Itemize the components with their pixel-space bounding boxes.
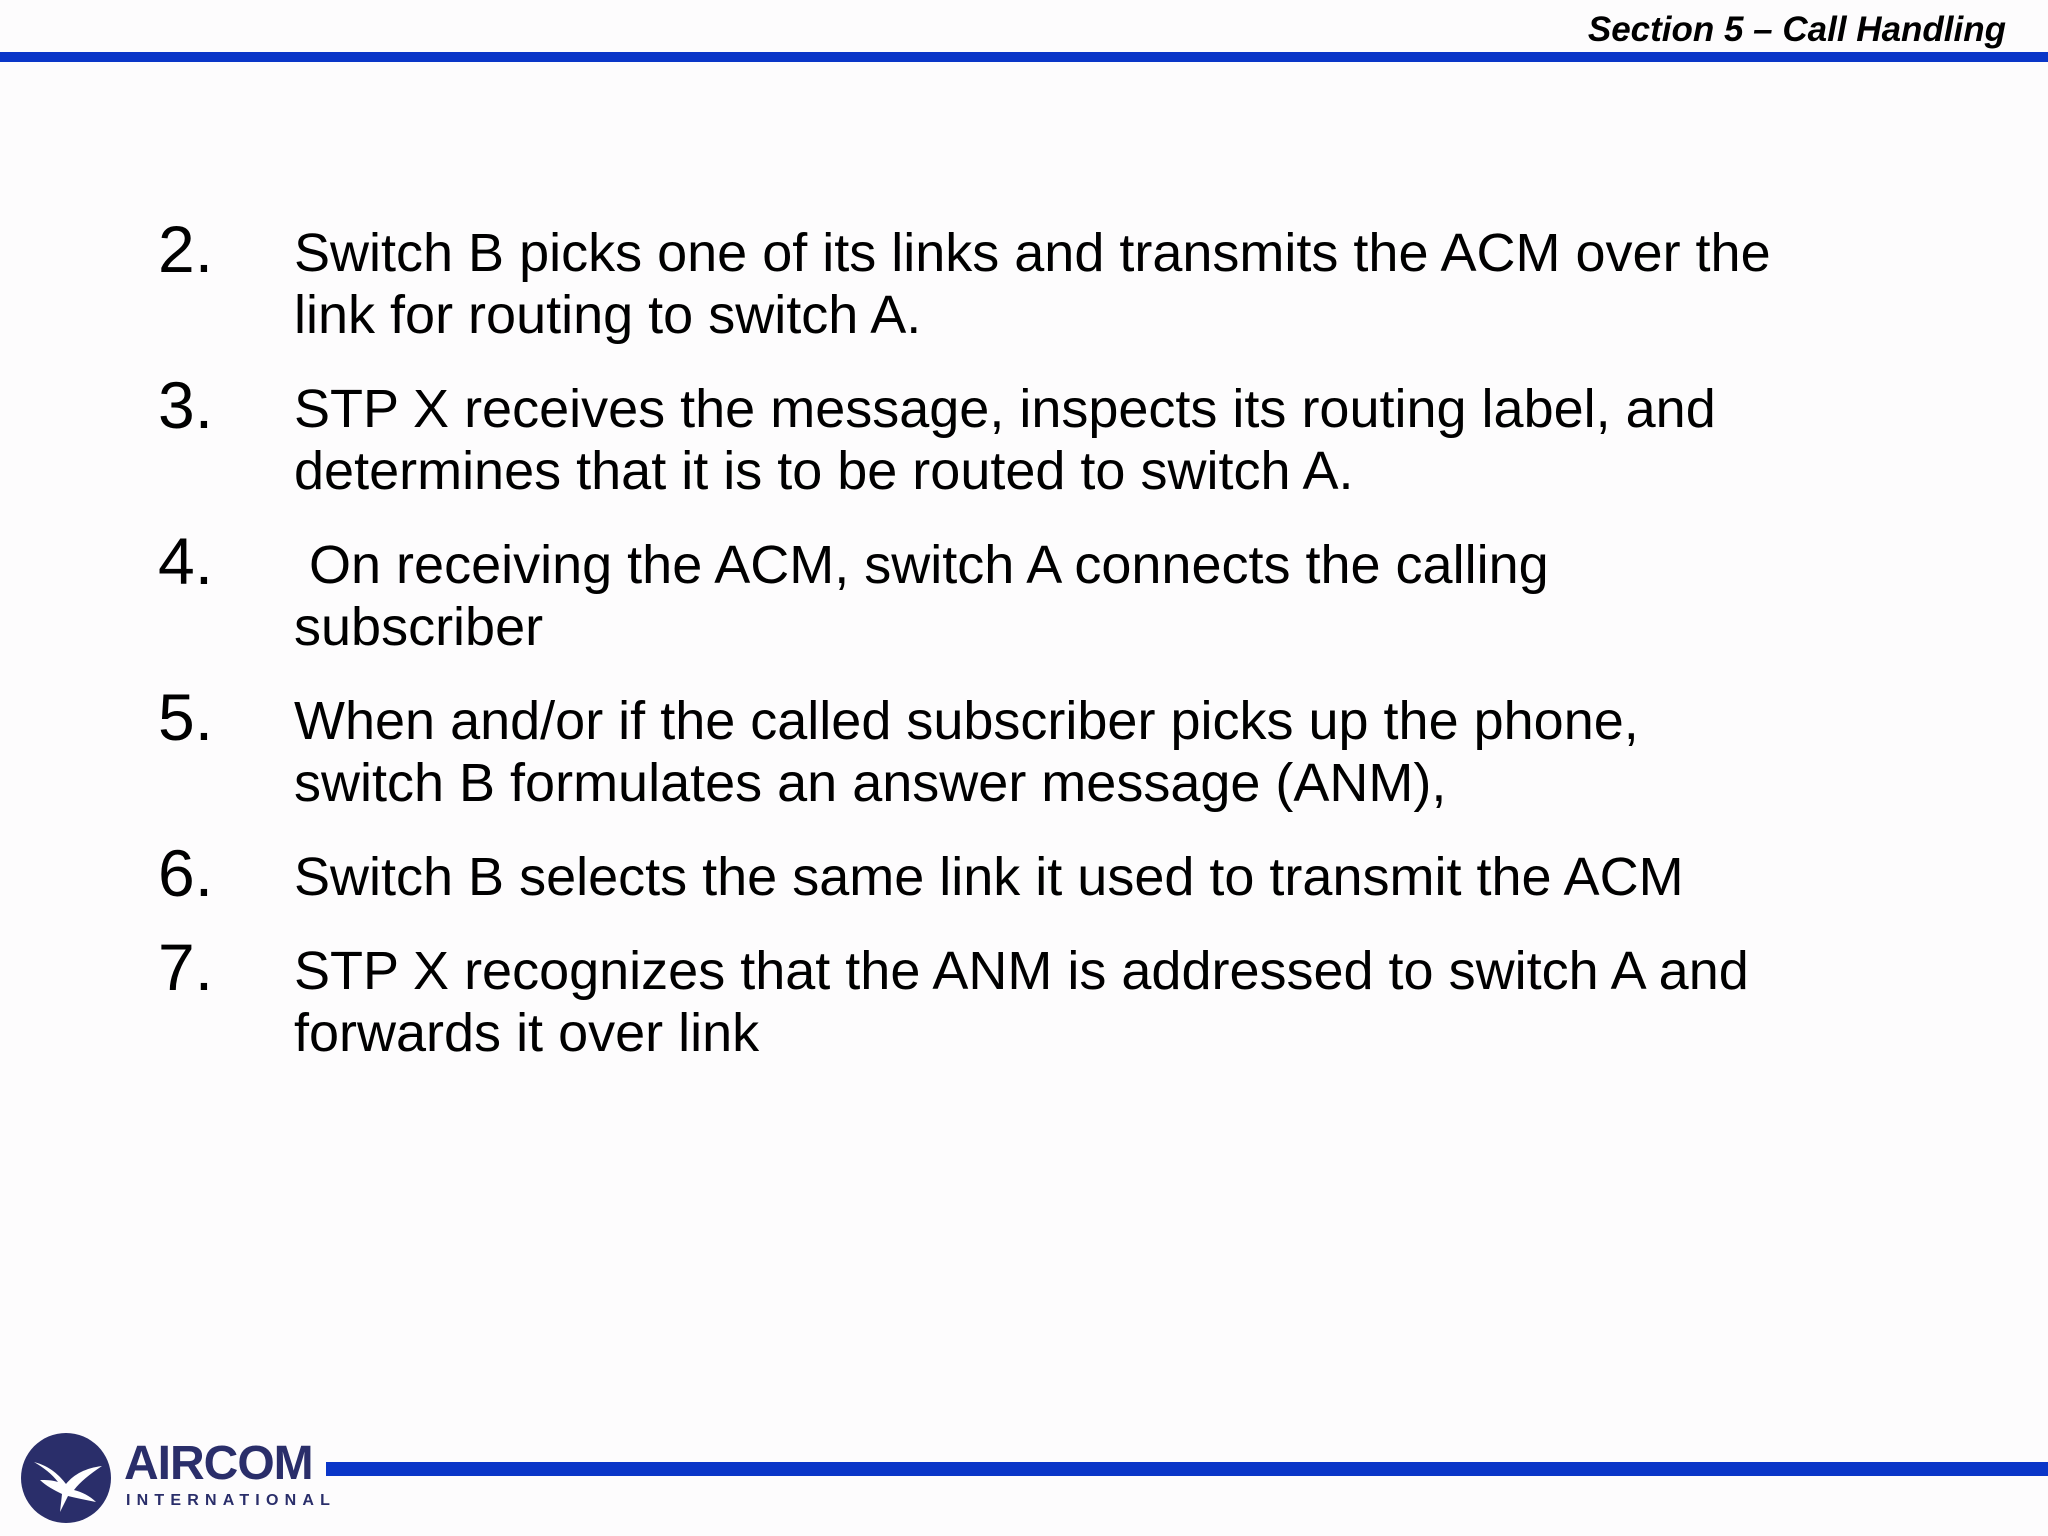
list-item — [158, 836, 1918, 910]
list-item — [158, 930, 1918, 1064]
step-number: 2. — [158, 212, 214, 286]
step-text: On receiving the ACM, switch A connects the calling subscriber — [294, 535, 1549, 657]
section-title: Section 5 – Call Handling — [1587, 10, 2006, 49]
list-item — [158, 524, 1918, 658]
step-list — [158, 212, 1918, 1096]
step-text: When and/or if the called subscriber picks up the phone, switch B formulates an answer message (ANM), — [294, 691, 1639, 813]
aircom-logo — [20, 1432, 337, 1522]
logo-wordmark: AIRCOM — [124, 1437, 313, 1490]
list-item — [158, 680, 1918, 814]
logo-subtitle: INTERNATIONAL — [126, 1492, 337, 1509]
step-number: 4. — [158, 524, 214, 598]
step-text: Switch B picks one of its links and transmits the ACM over the link for routing to switch A. — [294, 223, 1771, 345]
list-item — [158, 368, 1918, 502]
step-text: STP X receives the message, inspects its routing label, and determines that it is to be routed to switch A. — [294, 379, 1716, 501]
step-number: 7. — [158, 930, 214, 1004]
step-text: Switch B selects the same link it used to transmit the ACM — [294, 847, 1684, 907]
step-text: STP X recognizes that the ANM is addressed to switch A and forwards it over link — [294, 941, 1749, 1063]
step-number: 5. — [158, 680, 214, 754]
step-number: 3. — [158, 368, 214, 442]
footer-divider — [326, 1462, 2048, 1476]
list-item — [158, 212, 1918, 346]
bird-logo-icon — [20, 1432, 112, 1524]
header-divider — [0, 52, 2048, 62]
step-number: 6. — [158, 836, 214, 910]
